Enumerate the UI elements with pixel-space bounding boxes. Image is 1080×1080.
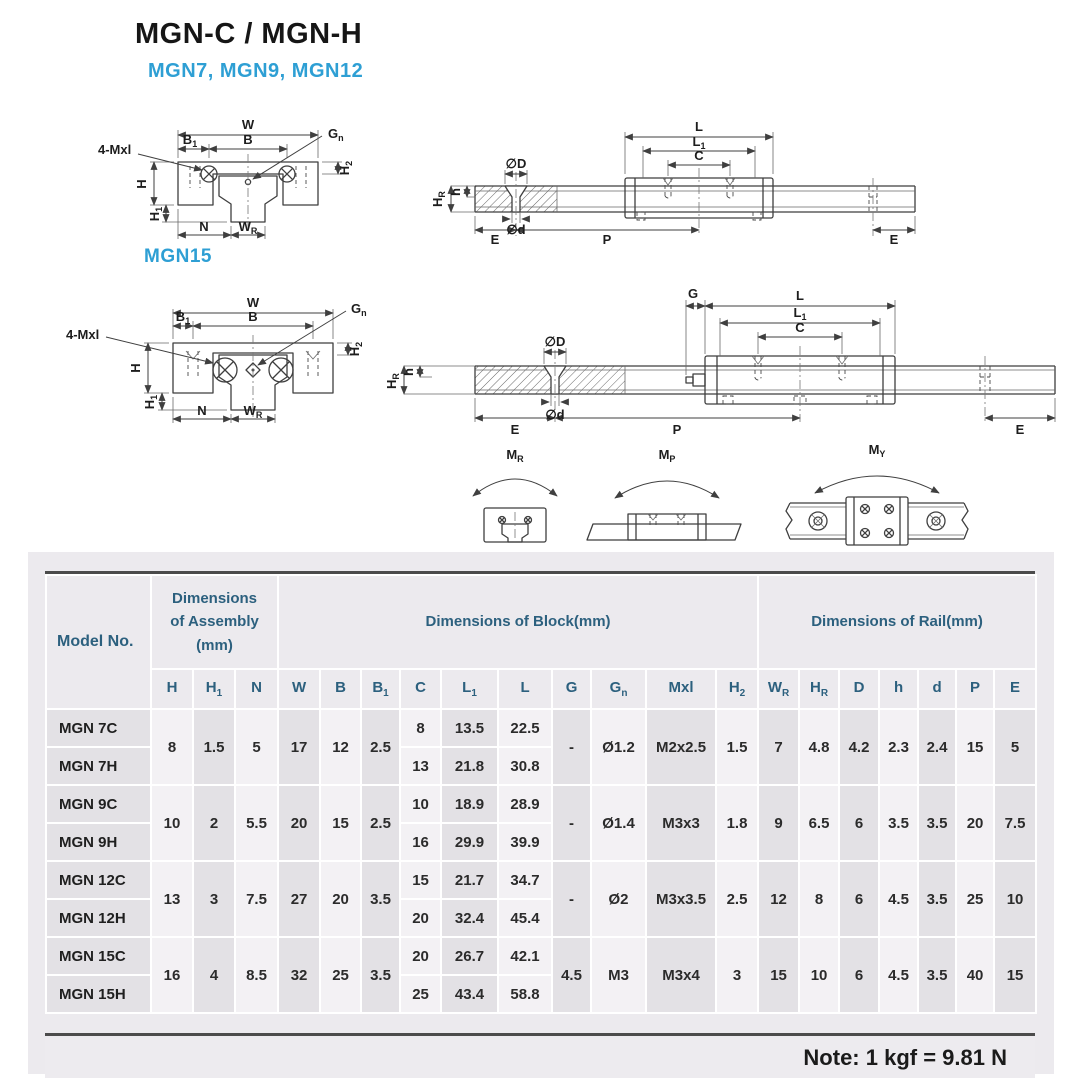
table-cell: 12 [758, 861, 799, 937]
table-cell: - [552, 861, 591, 937]
table-cell: 32 [278, 937, 320, 1013]
assembly-group-header [151, 575, 278, 669]
table-cell: 6.5 [799, 785, 839, 861]
col-header: $L_1$ [441, 669, 498, 709]
table-cell: - [552, 709, 591, 785]
table-cell: 10 [151, 785, 193, 861]
block-side [625, 168, 773, 236]
dim-label-l: L [695, 119, 703, 134]
col-header: G [552, 669, 591, 709]
table-cell: 27 [278, 861, 320, 937]
col-header: Mxl [646, 669, 716, 709]
table-cell: 6 [839, 937, 879, 1013]
dim-label-p: P [672, 422, 682, 437]
dim-label-b: B [248, 309, 258, 324]
table-row [46, 709, 1036, 747]
series2-label: MGN15 [144, 246, 212, 267]
col-header: D [839, 669, 879, 709]
col-header: $W_R$ [758, 669, 799, 709]
dim-label-n: N [199, 219, 209, 234]
dim-label-h: H [134, 179, 149, 189]
table-row [46, 861, 1036, 899]
table-cell: 29.9 [441, 823, 498, 861]
table-cell: Ø2 [591, 861, 646, 937]
spec-panel [28, 552, 1054, 1074]
dim-label-h-small: h [448, 188, 463, 196]
col-header: H [151, 669, 193, 709]
note-text: Note: 1 kgf = 9.81 N [45, 1038, 1035, 1078]
table-cell: 45.4 [498, 899, 552, 937]
table-cell: 40 [956, 937, 994, 1013]
mgn7-9-12-cross-section-drawing [90, 108, 390, 253]
table-cell: 58.8 [498, 975, 552, 1013]
col-header: N [235, 669, 278, 709]
table-cell: 2.4 [918, 709, 956, 785]
dim-label-wr: $W_R$ [243, 403, 263, 420]
table-cell: 21.7 [441, 861, 498, 899]
model-cell: MGN 15C [46, 937, 151, 975]
table-cell: 20 [400, 899, 441, 937]
table-cell: 1.5 [716, 709, 758, 785]
table-cell: 17 [278, 709, 320, 785]
dim-label-n: N [197, 403, 207, 418]
table-cell: 25 [400, 975, 441, 1013]
dim-label-l: L [796, 288, 804, 303]
dim-label-h2: $H_2$ [347, 341, 364, 357]
table-cell: 13 [151, 861, 193, 937]
dim-label-hr: $H_R$ [384, 373, 401, 389]
table-cell: 13.5 [441, 709, 498, 747]
block-front-view [484, 508, 546, 542]
col-header: $H_2$ [716, 669, 758, 709]
col-header: B [320, 669, 361, 709]
dim-label-dia-d: ∅D [544, 334, 566, 349]
table-cell: 2.5 [361, 709, 400, 785]
table-cell: 5.5 [235, 785, 278, 861]
model-cell: MGN 9C [46, 785, 151, 823]
table-cell: M2x2.5 [646, 709, 716, 785]
table-cell: 25 [320, 937, 361, 1013]
table-cell: 34.7 [498, 861, 552, 899]
table-cell: 3 [716, 937, 758, 1013]
dim-label-h-small: h [401, 368, 416, 376]
assembly-header-line: of Assembly [170, 613, 259, 631]
rail-group-header: Dimensions of Rail(mm) [758, 575, 1036, 669]
table-cell: 3.5 [918, 937, 956, 1013]
dim-label-e-right: E [1015, 422, 1025, 437]
col-header: $B_1$ [361, 669, 400, 709]
block-top-view [786, 497, 968, 545]
dim-label-h: H [128, 363, 143, 373]
dim-label-screw: 4-Mxl [98, 142, 132, 157]
col-header: L [498, 669, 552, 709]
mgn15-side-view-drawing [384, 276, 1080, 444]
table-cell: 3 [193, 861, 235, 937]
dim-label-e-left: E [510, 422, 520, 437]
table-cell: - [552, 785, 591, 861]
table-cell: 22.5 [498, 709, 552, 747]
dim-label-l1: $L_1$ [793, 305, 807, 322]
table-cell: M3x3 [646, 785, 716, 861]
col-header: E [994, 669, 1036, 709]
table-cell: 42.1 [498, 937, 552, 975]
moment-y-arrow [815, 476, 939, 493]
col-header: P [956, 669, 994, 709]
table-cell: 13 [400, 747, 441, 785]
table-cell: 5 [994, 709, 1036, 785]
moment-y-label: $M_Y$ [868, 442, 886, 459]
table-cell: 15 [320, 785, 361, 861]
dim-label-dia-d-small: ∅d [545, 407, 565, 422]
table-cell: 18.9 [441, 785, 498, 823]
dim-label-b: B [243, 132, 253, 147]
table-cell: 20 [320, 861, 361, 937]
table-cell: 20 [278, 785, 320, 861]
table-cell: 3.5 [361, 861, 400, 937]
model-cell: MGN 9H [46, 823, 151, 861]
table-cell: 3.5 [361, 937, 400, 1013]
dim-label-c: C [795, 320, 805, 335]
dim-label-b1: $B_1$ [182, 132, 198, 149]
table-cell: 4.5 [552, 937, 591, 1013]
assembly-header-line: (mm) [196, 636, 233, 654]
moment-pitching-diagram [583, 446, 751, 546]
dim-label-g: G [687, 286, 699, 301]
model-cell: MGN 12C [46, 861, 151, 899]
rail-profile [475, 172, 915, 236]
dim-label-c: C [694, 148, 704, 163]
table-cell: Ø1.4 [591, 785, 646, 861]
table-cell: 2 [193, 785, 235, 861]
table-cell: 4.5 [879, 861, 918, 937]
table-cell: 4.5 [879, 937, 918, 1013]
table-cell: M3x3.5 [646, 861, 716, 937]
dim-label-h1: $H_1$ [147, 206, 164, 222]
dim-label-dia-d: ∅D [505, 156, 527, 171]
assembly-header-line: Dimensions [172, 590, 258, 608]
table-cell: 25 [956, 861, 994, 937]
table-cell: 1.8 [716, 785, 758, 861]
dim-label-l1: $L_1$ [692, 134, 706, 151]
dimension-lines [451, 132, 915, 234]
moment-rolling-diagram [460, 446, 570, 546]
moment-r-arrow [473, 479, 557, 496]
table-cell: 28.9 [498, 785, 552, 823]
model-cell: MGN 12H [46, 899, 151, 937]
dim-label-b1: $B_1$ [175, 309, 191, 326]
dim-label-gn: $G_n$ [328, 126, 344, 143]
col-header: h [879, 669, 918, 709]
table-cell: M3x4 [646, 937, 716, 1013]
table-cell: 30.8 [498, 747, 552, 785]
table-cell: 12 [320, 709, 361, 785]
table-cell: 26.7 [441, 937, 498, 975]
table-cell: 3.5 [879, 785, 918, 861]
block-side [686, 346, 895, 422]
col-header: $H_1$ [193, 669, 235, 709]
dim-label-w: W [246, 295, 260, 310]
moment-r-label: $M_R$ [506, 447, 524, 464]
table-cell: 8 [799, 861, 839, 937]
dim-label-gn: $G_n$ [351, 301, 367, 318]
col-header: $G_n$ [591, 669, 646, 709]
dim-label-dia-d-small: ∅d [506, 222, 526, 237]
block-group-header: Dimensions of Block(mm) [278, 575, 758, 669]
table-cell: 2.3 [879, 709, 918, 785]
table-cell: 2.5 [716, 861, 758, 937]
moment-p-label: $M_P$ [658, 447, 676, 464]
col-header: d [918, 669, 956, 709]
table-cell: 3.5 [918, 785, 956, 861]
col-header: W [278, 669, 320, 709]
table-row [46, 785, 1036, 823]
table-cell: M3 [591, 937, 646, 1013]
table-cell: 39.9 [498, 823, 552, 861]
dim-label-hr: $H_R$ [430, 191, 447, 207]
table-cell: 6 [839, 861, 879, 937]
table-cell: 10 [994, 861, 1036, 937]
model-cell: MGN 7C [46, 709, 151, 747]
moment-yawing-diagram [768, 441, 986, 549]
table-cell: 10 [799, 937, 839, 1013]
table-bottom-rule [45, 1033, 1035, 1036]
table-cell: 16 [400, 823, 441, 861]
block-on-rail-side-view [587, 514, 741, 540]
dim-label-e-right: E [889, 232, 899, 247]
model-cell: MGN 15H [46, 975, 151, 1013]
table-cell: 21.8 [441, 747, 498, 785]
table-cell: 9 [758, 785, 799, 861]
dim-label-e-left: E [490, 232, 500, 247]
table-cell: 15 [400, 861, 441, 899]
table-cell: 7.5 [235, 861, 278, 937]
table-cell: 8 [151, 709, 193, 785]
table-cell: 3.5 [918, 861, 956, 937]
table-cell: 6 [839, 785, 879, 861]
table-cell: 32.4 [441, 899, 498, 937]
dim-label-wr: $W_R$ [238, 219, 258, 236]
table-cell: Ø1.2 [591, 709, 646, 785]
dim-label-h1: $H_1$ [142, 394, 159, 410]
col-header: $H_R$ [799, 669, 839, 709]
table-cell: 2.5 [361, 785, 400, 861]
table-cell: 7 [758, 709, 799, 785]
dim-label-w: W [241, 117, 255, 132]
table-cell: 8 [400, 709, 441, 747]
table-cell: 16 [151, 937, 193, 1013]
table-cell: 7.5 [994, 785, 1036, 861]
table-cell: 4.8 [799, 709, 839, 785]
table-cell: 8.5 [235, 937, 278, 1013]
table-cell: 10 [400, 785, 441, 823]
table-cell: 15 [994, 937, 1036, 1013]
mgn7-9-12-side-view-drawing [425, 110, 930, 250]
dim-label-h2: $H_2$ [337, 160, 354, 176]
series1-label: MGN7, MGN9, MGN12 [148, 60, 364, 82]
table-cell: 4 [193, 937, 235, 1013]
table-cell: 20 [956, 785, 994, 861]
dim-label-screw: 4-Mxl [66, 327, 100, 342]
dim-label-p: P [602, 232, 612, 247]
table-cell: 43.4 [441, 975, 498, 1013]
col-header: C [400, 669, 441, 709]
model-cell: MGN 7H [46, 747, 151, 785]
mgn15-cross-section-drawing [60, 283, 405, 441]
table-cell: 4.2 [839, 709, 879, 785]
page-title: MGN-C / MGN-H [135, 18, 363, 50]
table-cell: 15 [956, 709, 994, 785]
moment-p-arrow [615, 481, 719, 498]
model-header-cell: Model No. [46, 575, 151, 709]
table-cell: 20 [400, 937, 441, 975]
table-cell: 5 [235, 709, 278, 785]
table-row [46, 937, 1036, 975]
table-cell: 15 [758, 937, 799, 1013]
spec-table [45, 574, 1037, 1014]
table-cell: 1.5 [193, 709, 235, 785]
